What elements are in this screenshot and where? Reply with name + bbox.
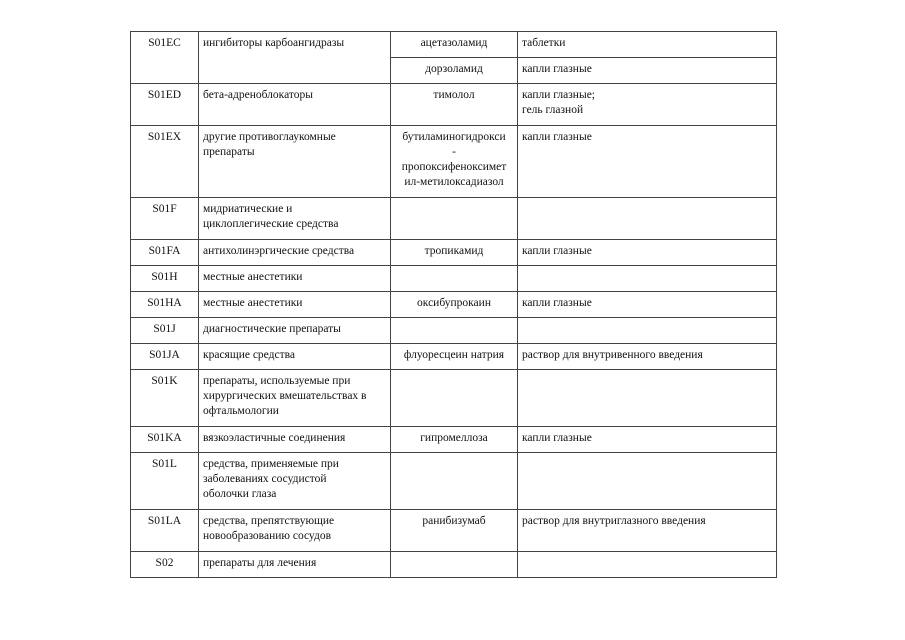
atc-code-cell: S01EX xyxy=(131,126,199,198)
drug-name-line: бутиламиногидрокси xyxy=(402,131,506,143)
dosage-form-cell: раствор для внутривенного введения xyxy=(518,344,777,370)
drug-name-line: ил-метилоксадиазол xyxy=(404,176,504,188)
group-name-cell xyxy=(199,126,391,198)
drug-name-cell: дорзоламид xyxy=(391,58,518,84)
group-name-cell: препараты для лечения xyxy=(199,552,391,578)
group-name-cell xyxy=(199,198,391,240)
dosage-form-cell: капли глазные xyxy=(518,58,777,84)
table-row xyxy=(131,198,777,240)
atc-code-cell: S01EC xyxy=(131,32,199,84)
dosage-form-cell xyxy=(518,370,777,427)
group-name-line: другие противоглаукомные xyxy=(203,131,336,143)
table-row xyxy=(131,318,777,344)
group-name-cell xyxy=(199,510,391,552)
group-name-cell: бета-адреноблокаторы xyxy=(199,84,391,126)
table-row xyxy=(131,552,777,578)
dosage-form-cell: раствор для внутриглазного введения xyxy=(518,510,777,552)
atc-code-cell: S01ED xyxy=(131,84,199,126)
drug-classification-table xyxy=(130,31,777,578)
atc-code-cell: S01HA xyxy=(131,292,199,318)
atc-code-cell: S01K xyxy=(131,370,199,427)
group-name-cell: местные анестетики xyxy=(199,266,391,292)
group-name-cell xyxy=(199,370,391,427)
table-row xyxy=(131,344,777,370)
table-row xyxy=(131,292,777,318)
drug-name-cell xyxy=(391,266,518,292)
table-row xyxy=(131,427,777,453)
group-name-cell: красящие средства xyxy=(199,344,391,370)
group-name-cell: диагностические препараты xyxy=(199,318,391,344)
dosage-form-line: гель глазной xyxy=(522,104,584,116)
drug-name-cell xyxy=(391,126,518,198)
group-name-cell: вязкоэластичные соединения xyxy=(199,427,391,453)
atc-code-cell: S01FA xyxy=(131,240,199,266)
group-name-cell: ингибиторы карбоангидразы xyxy=(199,32,391,84)
dosage-form-cell: капли глазные xyxy=(518,292,777,318)
dosage-form-cell xyxy=(518,453,777,510)
drug-name-cell: тропикамид xyxy=(391,240,518,266)
drug-name-cell xyxy=(391,198,518,240)
table-row xyxy=(131,453,777,510)
dosage-form-line: капли глазные; xyxy=(522,89,595,101)
dosage-form-cell xyxy=(518,318,777,344)
drug-name-cell: тимолол xyxy=(391,84,518,126)
group-name-line: препараты xyxy=(203,146,255,158)
drug-name-cell xyxy=(391,318,518,344)
table-row xyxy=(131,126,777,198)
group-name-line: оболочки глаза xyxy=(203,488,277,500)
table-row xyxy=(131,510,777,552)
group-name-line: средства, применяемые при xyxy=(203,458,339,470)
dosage-form-cell xyxy=(518,266,777,292)
dosage-form-cell: капли глазные xyxy=(518,427,777,453)
drug-name-line: пропоксифеноксимет xyxy=(401,161,507,173)
atc-code-cell: S01L xyxy=(131,453,199,510)
group-name-line: новообразованию сосудов xyxy=(203,530,331,542)
atc-code-cell: S01LA xyxy=(131,510,199,552)
drug-name-cell xyxy=(391,370,518,427)
group-name-cell xyxy=(199,453,391,510)
atc-code-cell: S01H xyxy=(131,266,199,292)
group-name-line: препараты, используемые при xyxy=(203,375,351,387)
drug-name-cell: оксибупрокаин xyxy=(391,292,518,318)
table-row xyxy=(131,370,777,427)
group-name-line: хирургических вмешательствах в xyxy=(203,390,367,402)
atc-code-cell: S01JA xyxy=(131,344,199,370)
dosage-form-cell xyxy=(518,552,777,578)
group-name-cell: местные анестетики xyxy=(199,292,391,318)
table-row xyxy=(131,32,777,58)
drug-name-cell xyxy=(391,552,518,578)
group-name-line: мидриатические и xyxy=(203,203,293,215)
table-row xyxy=(131,266,777,292)
dosage-form-cell: таблетки xyxy=(518,32,777,58)
dosage-form-cell xyxy=(518,198,777,240)
drug-name-cell xyxy=(391,453,518,510)
drug-name-cell: ацетазоламид xyxy=(391,32,518,58)
table-row xyxy=(131,84,777,126)
drug-name-line: - xyxy=(452,146,456,158)
drug-name-cell: флуоресцеин натрия xyxy=(391,344,518,370)
atc-code-cell: S01F xyxy=(131,198,199,240)
drug-name-cell: ранибизумаб xyxy=(391,510,518,552)
group-name-line: циклоплегические средства xyxy=(203,218,339,230)
dosage-form-cell: капли глазные xyxy=(518,240,777,266)
table-row xyxy=(131,240,777,266)
group-name-line: офтальмологии xyxy=(203,405,279,417)
group-name-line: средства, препятствующие xyxy=(203,515,335,527)
group-name-line: заболеваниях сосудистой xyxy=(203,473,327,485)
dosage-form-cell: капли глазные xyxy=(518,126,777,198)
atc-code-cell: S01KA xyxy=(131,427,199,453)
atc-code-cell: S01J xyxy=(131,318,199,344)
dosage-form-cell xyxy=(518,84,777,126)
drug-name-cell: гипромеллоза xyxy=(391,427,518,453)
group-name-cell: антихолинэргические средства xyxy=(199,240,391,266)
atc-code-cell: S02 xyxy=(131,552,199,578)
